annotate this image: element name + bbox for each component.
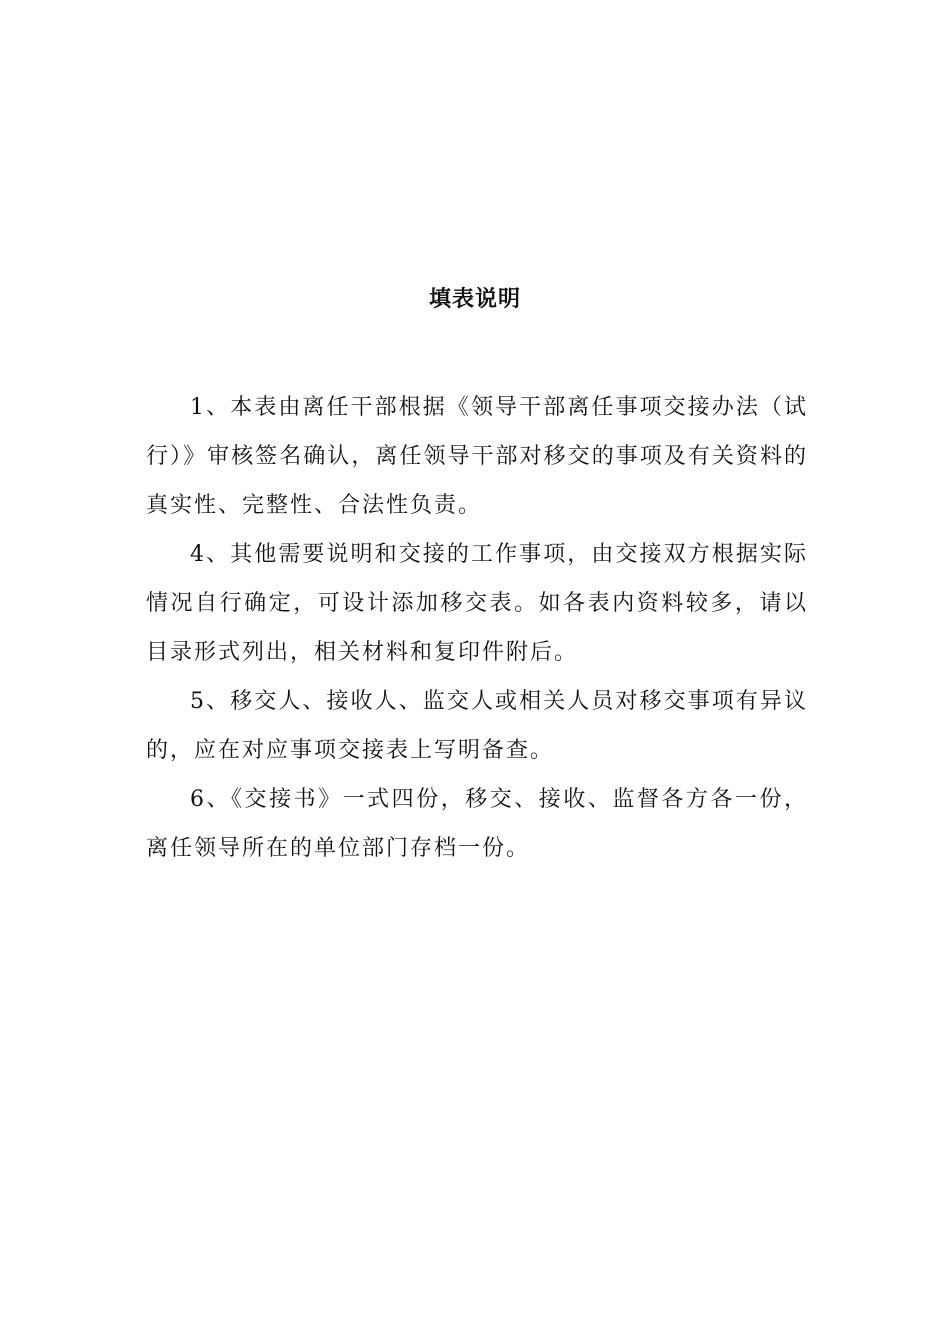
page-title: 填表说明 [428,287,521,312]
instruction-paragraph-4: 4、其他需要说明和交接的工作事项，由交接双方根据实际情况自行确定，可设计添加移交表。如各表内资料较多，请以目录形式列出，相关材料和复印件附后。 [146,542,808,665]
instructions-body [146,383,808,873]
instruction-paragraph-1: 1、本表由离任干部根据《领导干部离任事项交接办法（试行）》审核签名确认，离任领导干部对移交的事项及有关资料的真实性、完整性、合法性负责。 [146,395,808,518]
instruction-paragraph-5: 5、移交人、接收人、监交人或相关人员对移交事项有异议的，应在对应事项交接表上写明备查。 [146,689,808,763]
instruction-paragraph-6: 6、《交接书》一式四份，移交、接收、监督各方各一份，离任领导所在的单位部门存档一份。 [146,787,808,861]
